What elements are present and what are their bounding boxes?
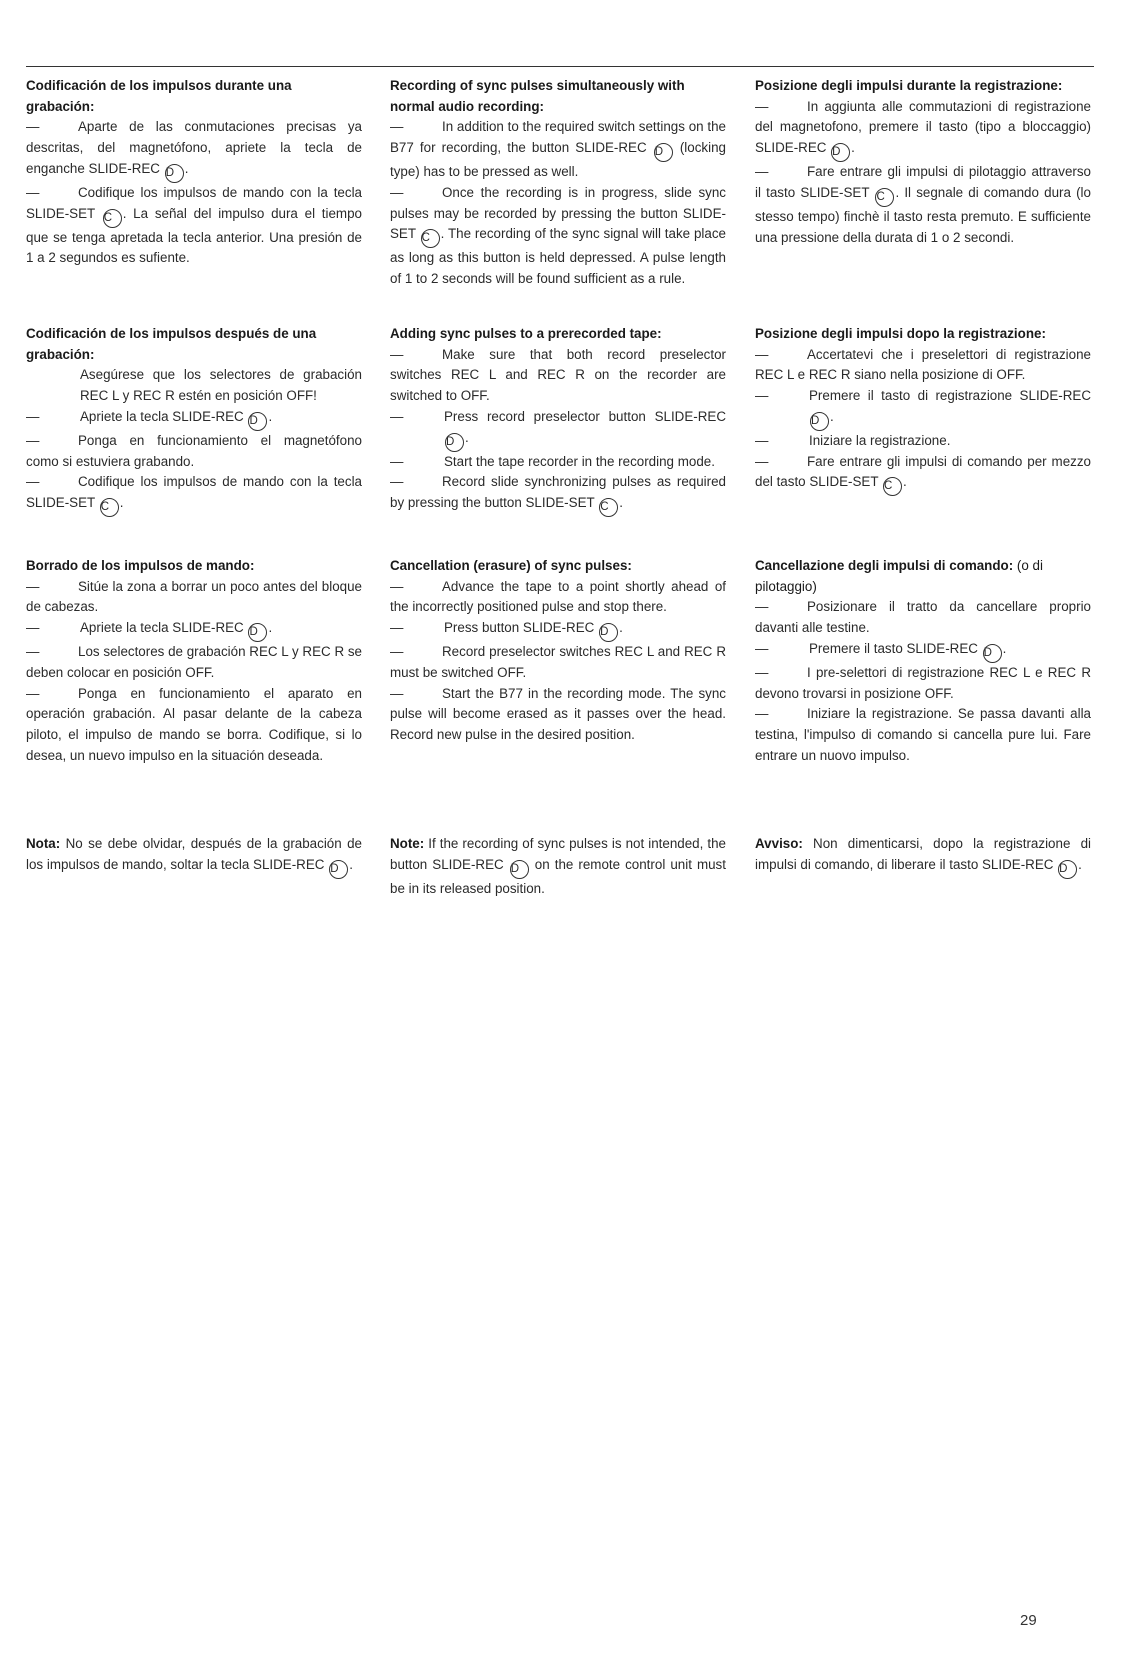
es-heading-during: Codificación de los impulsos durante una grabación: bbox=[26, 78, 292, 114]
en-heading-during: Recording of sync pulses simultaneously with normal audio recording: bbox=[390, 78, 685, 114]
key-d-icon: D bbox=[329, 860, 348, 879]
key-d-icon: D bbox=[599, 623, 618, 642]
key-c-icon: C bbox=[599, 498, 618, 517]
en-paragraph: — Start the B77 in the recording mode. The sync pulse will become erased as it passes over the head. Record new pulse in the desired position. bbox=[390, 685, 726, 742]
key-d-icon: D bbox=[248, 412, 267, 431]
es-paragraph: — Aparte de las conmutaciones precisas ya descritas, del magnetófono, apriete la tecla de enganche SLIDE-REC D . bbox=[26, 117, 362, 182]
it-list-item: — Premere il tasto SLIDE-REC D . bbox=[755, 639, 1091, 663]
en-paragraph: — Once the recording is in progress, slide sync pulses may be recorded by pressing the button SLIDE-SET C . The recording of the sync signal will take place as long as this button is held depressed. A pulse length of 1 to 2 seconds will be found sufficient as a rule. bbox=[390, 184, 726, 286]
key-d-icon: D bbox=[810, 412, 829, 431]
en-paragraph: — Advance the tape to a point shortly ahead of the incorrectly positioned pulse and stop there. bbox=[390, 578, 726, 615]
es-note-label: Nota: bbox=[26, 836, 61, 851]
key-d-icon: D bbox=[1058, 860, 1077, 879]
key-d-icon: D bbox=[510, 860, 529, 879]
es-list-item: — Apriete la tecla SLIDE-REC D . bbox=[26, 407, 362, 431]
es-section-erase bbox=[26, 556, 362, 766]
dash-marker: — bbox=[390, 644, 404, 660]
en-section-after-recording bbox=[390, 324, 726, 517]
dash-marker: — bbox=[755, 706, 769, 722]
en-list-item: — Press record preselector button SLIDE-REC D . bbox=[390, 407, 726, 452]
key-c-icon: C bbox=[875, 188, 894, 207]
key-d-icon: D bbox=[654, 143, 673, 162]
dash-marker: — bbox=[26, 408, 40, 424]
en-heading-erase: Cancellation (erasure) of sync pulses: bbox=[390, 558, 632, 573]
dash-marker: — bbox=[390, 346, 404, 362]
dash-marker: — bbox=[26, 119, 40, 135]
es-paragraph: — Sitúe la zona a borrar un poco antes del bloque de cabezas. bbox=[26, 578, 362, 615]
dash-marker: — bbox=[755, 346, 769, 362]
key-d-icon: D bbox=[445, 433, 464, 452]
dash-marker: — bbox=[390, 119, 404, 135]
es-heading-erase: Borrado de los impulsos de mando: bbox=[26, 558, 255, 573]
it-section-erase bbox=[755, 556, 1091, 766]
it-paragraph: — Fare entrare gli impulsi di comando per mezzo del tasto SLIDE-SET C . bbox=[755, 452, 1091, 497]
it-paragraph: — Fare entrare gli impulsi di pilotaggio attraverso il tasto SLIDE-SET C . Il segnale di comando dura (lo stesso tempo) finchè il tasto resta premuto. E sufficiente una pressione della durata di 1 o 2 secondi. bbox=[755, 164, 1091, 245]
dash-marker: — bbox=[390, 620, 404, 636]
key-c-icon: C bbox=[421, 229, 440, 248]
dash-marker: — bbox=[26, 184, 40, 200]
en-note: Note: If the recording of sync pulses is not intended, the button SLIDE-REC D on the remote control unit must be in its released position. bbox=[390, 836, 726, 896]
it-list-item: — Iniziare la registrazione. bbox=[755, 431, 1091, 452]
key-d-icon: D bbox=[248, 623, 267, 642]
dash-marker: — bbox=[390, 453, 404, 469]
en-list-item: — Press button SLIDE-REC D . bbox=[390, 618, 726, 642]
es-paragraph: — Codifique los impulsos de mando con la tecla SLIDE-SET C . bbox=[26, 472, 362, 517]
dash-marker: — bbox=[755, 98, 769, 114]
es-heading-after: Codificación de los impulsos después de una grabación: bbox=[26, 326, 317, 362]
it-heading-after: Posizione degli impulsi dopo la registrazione: bbox=[755, 326, 1046, 341]
es-paragraph: — Los selectores de grabación REC L y REC R se deben colocar en posición OFF. bbox=[26, 644, 362, 680]
it-note-label: Avviso: bbox=[755, 836, 803, 851]
es-paragraph: — Codifique los impulsos de mando con la tecla SLIDE-SET C . La señal del impulso dura el tiempo que se tenga apretada la tecla anterior. Una presión de 1 a 2 segundos es sufiente. bbox=[26, 184, 362, 266]
it-heading-erase: Cancellazione degli impulsi di comando: (o di pilotaggio) bbox=[755, 558, 1043, 594]
es-section-after-recording bbox=[26, 324, 362, 517]
es-note: Nota: No se debe olvidar, después de la grabación de los impulsos de mando, soltar la tecla SLIDE-REC D . bbox=[26, 834, 362, 879]
it-section-after-recording bbox=[755, 324, 1091, 496]
it-paragraph: — Iniziare la registrazione. Se passa davanti alla testina, l'impulso di comando si cancella pure lui. Fare entrare un nuovo impulso. bbox=[755, 706, 1091, 763]
dash-marker: — bbox=[755, 640, 769, 656]
dash-marker: — bbox=[26, 685, 40, 701]
it-heading-during: Posizione degli impulsi durante la registrazione: bbox=[755, 78, 1063, 93]
es-paragraph: — Ponga en funcionamiento el magnetófono como si estuviera grabando. bbox=[26, 432, 362, 469]
en-section-during-recording bbox=[390, 76, 726, 290]
it-paragraph: — Accertatevi che i preselettori di registrazione REC L e REC R siano nella posizione di OFF. bbox=[755, 346, 1091, 383]
en-note-label: Note: bbox=[390, 836, 425, 851]
key-d-icon: D bbox=[831, 143, 850, 162]
en-paragraph: — Make sure that both record preselector switches REC L and REC R on the recorder are switched to OFF. bbox=[390, 346, 726, 404]
it-paragraph: — In aggiunta alle commutazioni di registrazione del magnetofono, premere il tasto (tipo a bloccaggio) SLIDE-REC D . bbox=[755, 97, 1091, 162]
dash-marker: — bbox=[755, 388, 769, 404]
es-paragraph: Asegúrese que los selectores de grabación REC L y REC R estén en posición OFF! bbox=[80, 367, 362, 404]
it-paragraph: — Posizionare il tratto da cancellare proprio davanti alle testine. bbox=[755, 599, 1091, 636]
dash-marker: — bbox=[755, 164, 769, 180]
top-rule bbox=[26, 66, 1094, 67]
dash-marker: — bbox=[390, 578, 404, 594]
dash-marker: — bbox=[26, 644, 40, 660]
dash-marker: — bbox=[26, 578, 40, 594]
key-d-icon: D bbox=[983, 644, 1002, 663]
dash-marker: — bbox=[390, 474, 404, 490]
key-c-icon: C bbox=[883, 477, 902, 496]
it-heading-note: (o di pilotaggio) bbox=[755, 558, 1043, 594]
key-c-icon: C bbox=[103, 209, 122, 228]
en-paragraph: — In addition to the required switch settings on the B77 for recording, the button SLIDE-REC D (locking type) has to be pressed as well. bbox=[390, 119, 726, 180]
en-paragraph: — Record preselector switches REC L and REC R must be switched OFF. bbox=[390, 644, 726, 680]
en-heading-after: Adding sync pulses to a prerecorded tape: bbox=[390, 326, 662, 341]
key-d-icon: D bbox=[165, 164, 184, 183]
dash-marker: — bbox=[390, 184, 404, 200]
es-list-item: — Apriete la tecla SLIDE-REC D . bbox=[26, 618, 362, 642]
dash-marker: — bbox=[390, 408, 404, 424]
page-number: 29 bbox=[1020, 1612, 1037, 1629]
dash-marker: — bbox=[755, 432, 769, 448]
dash-marker: — bbox=[26, 620, 40, 636]
dash-marker: — bbox=[26, 432, 40, 448]
en-section-erase bbox=[390, 556, 726, 746]
en-paragraph: — Record slide synchronizing pulses as required by pressing the button SLIDE-SET C . bbox=[390, 472, 726, 517]
it-list-item: — Premere il tasto di registrazione SLIDE-REC D . bbox=[755, 386, 1091, 431]
es-paragraph: — Ponga en funcionamiento el aparato en operación grabación. Al pasar delante de la cabeza piloto, el impulso de mando se borra. Codifique, si lo desea, un nuevo impulso en la situación deseada. bbox=[26, 685, 362, 763]
dash-marker: — bbox=[390, 685, 404, 701]
en-list-item: — Start the tape recorder in the recording mode. bbox=[390, 452, 726, 473]
it-note: Avviso: Non dimenticarsi, dopo la registrazione di impulsi di comando, di liberare il tasto SLIDE-REC D . bbox=[755, 834, 1091, 879]
es-section-during-recording bbox=[26, 76, 362, 269]
dash-marker: — bbox=[755, 664, 769, 680]
dash-marker: — bbox=[755, 453, 769, 469]
it-paragraph: — I pre-selettori di registrazione REC L e REC R devono trovarsi in posizione OFF. bbox=[755, 664, 1091, 701]
it-section-during-recording bbox=[755, 76, 1091, 248]
key-c-icon: C bbox=[100, 498, 119, 517]
dash-marker: — bbox=[26, 474, 40, 490]
dash-marker: — bbox=[755, 599, 769, 615]
